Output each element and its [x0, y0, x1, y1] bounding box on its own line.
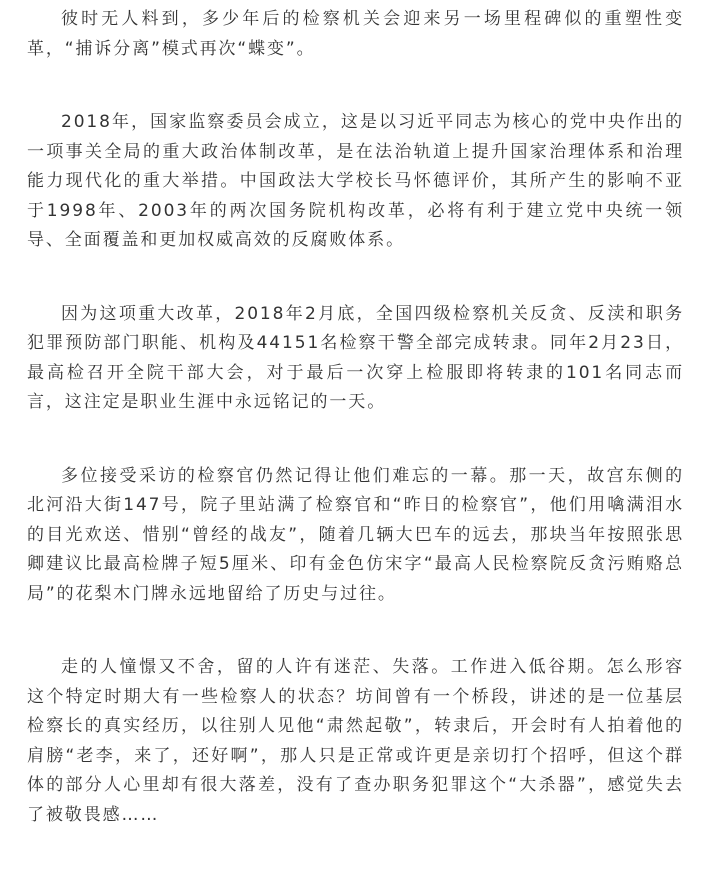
paragraph-3: 因为这项重大改革，2018年2月底，全国四级检察机关反贪、反渎和职务犯罪预防部门职能、机构及44151名检察干警全部完成转隶。同年2月23日，最高检召开全院干部大会，对于最后一次穿上检服即将转隶的101名同志而言，这注定是职业生涯中永远铭记的一天。: [27, 303, 684, 412]
paragraph-4: 多位接受采访的检察官仍然记得让他们难忘的一幕。那一天，故宫东侧的北河沿大街147号，院子里站满了检察官和“昨日的检察官”，他们用噙满泪水的目光欢送、惜别“曾经的战友”，随着几辆大巴车的远去，那块当年按照张思卿建议比最高检牌子短5厘米、印有金色仿宋字“最高人民检察院反贪污贿赂总局”的花梨木门牌永远地留给了历史与过往。: [27, 465, 684, 604]
paragraph-2: 2018年，国家监察委员会成立，这是以习近平同志为核心的党中央作出的一项事关全局的重大政治体制改革，是在法治轨道上提升国家治理体系和治理能力现代化的重大举措。中国政法大学校长马怀德评价，其所产生的影响不亚于1998年、2003年的两次国务院机构改革，必将有利于建立党中央统一领导、全面覆盖和更加权威高效的反腐败体系。: [27, 112, 684, 250]
paragraph-1: 彼时无人料到，多少年后的检察机关会迎来另一场里程碑似的重塑性变革，“捕诉分离”模式再次“蝶变”。: [27, 9, 684, 59]
paragraph-5: 走的人憧憬又不舍，留的人许有迷茫、失落。工作进入低谷期。怎么形容这个特定时期大有一些检察人的状态？坊间曾有一个桥段，讲述的是一位基层检察长的真实经历，以往别人见他“肃然起敬”，转隶后，开会时有人拍着他的肩膀“老李，来了，还好啊”，那人只是正常或许更是亲切打个招呼，但这个群体的部分人心里却有很大落差，没有了查办职务犯罪这个“大杀器”，感觉失去了被敬畏感……: [27, 657, 684, 825]
